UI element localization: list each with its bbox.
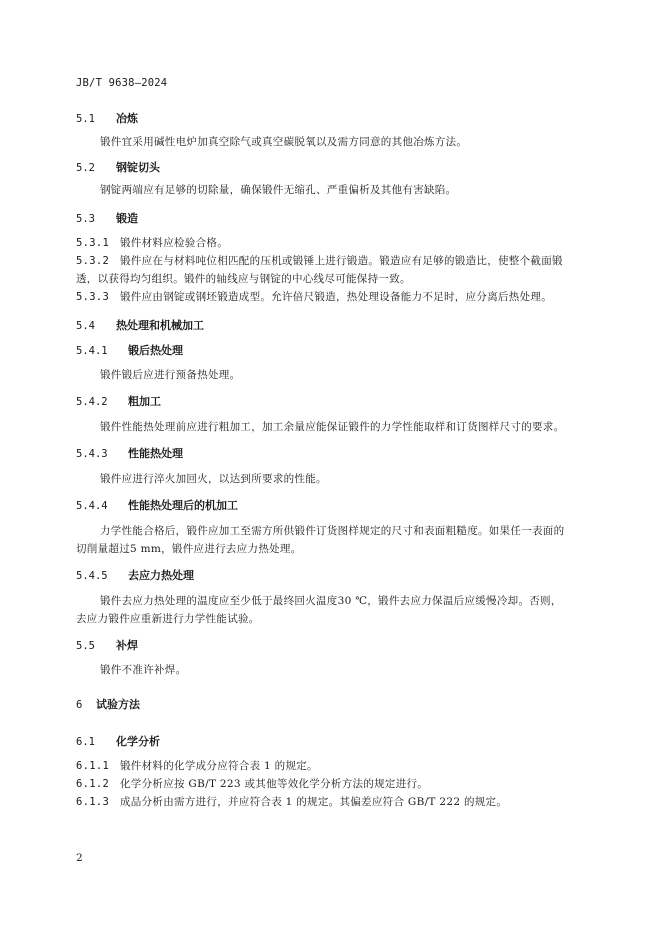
paragraph-5-1: 锻件宜采用碱性电炉加真空除气或真空碳脱氧以及需方同意的其他冶炼方法。	[100, 136, 468, 148]
heading-6-1: 6.1 化学分析	[76, 735, 160, 748]
clause-5-3-2-cont: 透，以获得均匀组织。锻件的轴线应与钢锭的中心线尽可能保持一致。	[76, 273, 411, 285]
paragraph-5-4-2: 锻件性能热处理前应进行粗加工，加工余量应能保证锻件的力学性能取样和订货图样尺寸的要求。	[100, 421, 565, 433]
heading-5-3: 5.3 锻造	[76, 212, 138, 225]
clause-6-1-2: 6.1.2 化学分析应按 GB/T 223 或其他等效化学分析方法的规定进行。	[76, 778, 429, 790]
heading-5-4-4: 5.4.4 性能热处理后的机加工	[76, 499, 238, 512]
paragraph-5-4-5-line2: 去应力锻件应重新进行力学性能试验。	[76, 613, 260, 625]
clause-5-3-1: 5.3.1 锻件材料应检验合格。	[76, 237, 228, 249]
page-number: 2	[76, 852, 83, 864]
clause-6-1-1: 6.1.1 锻件材料的化学成分应符合表 1 的规定。	[76, 760, 318, 772]
heading-5-2: 5.2 钢锭切头	[76, 161, 160, 174]
paragraph-5-4-3: 锻件应进行淬火加回火，以达到所要求的性能。	[100, 473, 327, 485]
heading-6: 6 试验方法	[76, 698, 140, 711]
heading-5-4-5: 5.4.5 去应力热处理	[76, 569, 194, 582]
heading-5-4-3: 5.4.3 性能热处理	[76, 447, 183, 460]
paragraph-5-4-1: 锻件锻后应进行预备热处理。	[100, 369, 241, 381]
clause-5-3-3: 5.3.3 锻件应由钢锭或钢坯锻造成型。允许倍尺锻造，热处理设备能力不足时，应分离后热处理。	[76, 291, 552, 303]
paragraph-5-2: 钢锭两端应有足够的切除量，确保锻件无缩孔、严重偏析及其他有害缺陷。	[100, 184, 457, 196]
clause-5-3-2: 5.3.2 锻件应在与材料吨位相匹配的压机或锻锤上进行锻造。锻造应有足够的锻造比，使整个截面锻	[76, 255, 563, 267]
paragraph-5-4-5-line1: 锻件去应力热处理的温度应至少低于最终回火温度30 ℃，锻件去应力保温后应缓慢冷却。否则，	[100, 595, 562, 607]
paragraph-5-4-4-line1: 力学性能合格后，锻件应加工至需方所供锻件订货图样规定的尺寸和表面粗糙度。如果任一表面的	[100, 525, 565, 537]
paragraph-5-5: 锻件不准许补焊。	[100, 664, 187, 676]
heading-5-5: 5.5 补焊	[76, 639, 138, 652]
heading-5-4-2: 5.4.2 粗加工	[76, 395, 161, 408]
heading-5-1: 5.1 冶炼	[76, 112, 138, 125]
standard-number: JB/T 9638—2024	[76, 77, 168, 89]
heading-5-4: 5.4 热处理和机械加工	[76, 319, 204, 332]
heading-5-4-1: 5.4.1 锻后热处理	[76, 344, 183, 357]
clause-6-1-3: 6.1.3 成品分析由需方进行，并应符合表 1 的规定。其偏差应符合 GB/T 222 的规定。	[76, 796, 508, 808]
paragraph-5-4-4-line2: 切削量超过5 mm，锻件应进行去应力热处理。	[76, 543, 302, 555]
